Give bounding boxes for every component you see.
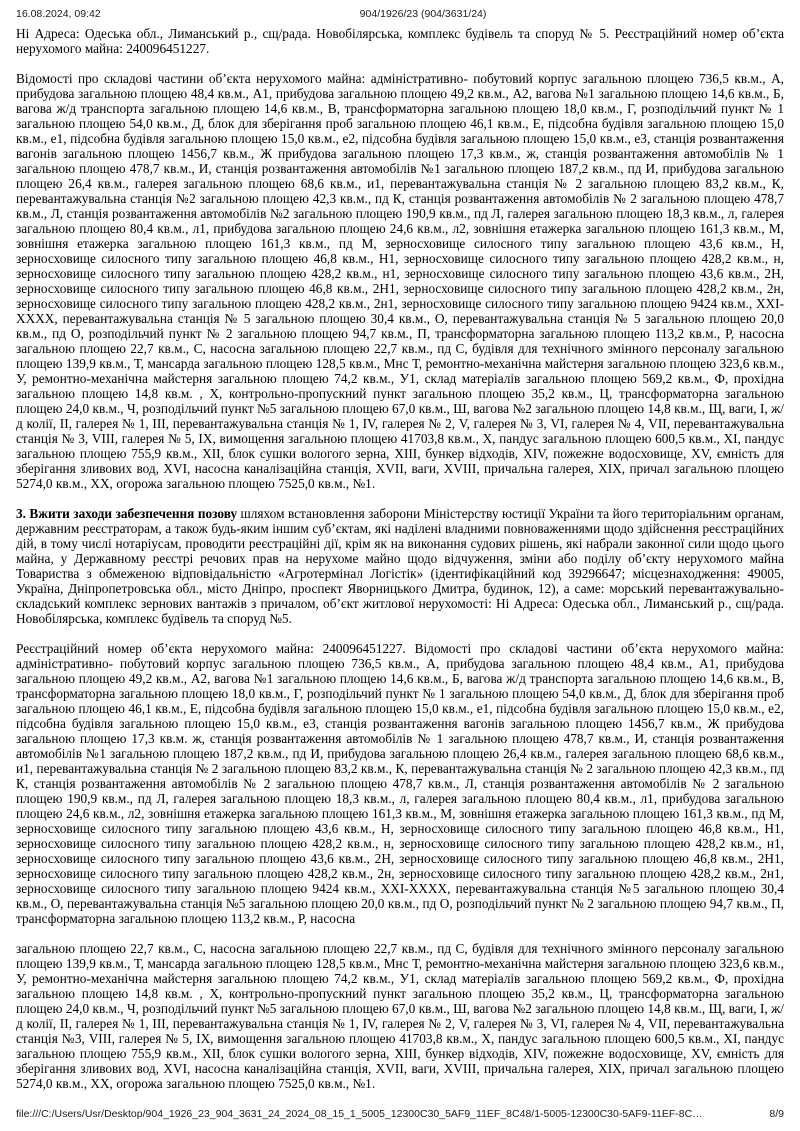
footer-page-number: 8/9 xyxy=(769,1108,784,1120)
print-footer xyxy=(16,1108,784,1122)
paragraph-registration-components: Реєстраційний номер об’єкта нерухомого майна: 240096451227. Відомості про складові частини об’єкта нерухомого майна: адміністративно- побутовий корпус загальною площею 736,5 кв.м., А, прибудова загальною площею 48,4 кв.м., А1, прибудова загальною площею 49,2 кв.м., А2, вагова №1 загальною площею 14,6 кв.м., Б, вагова ж/д транспорта загальною площею 14,6 кв.м., В, трансформаторна загальною площею 18,0 кв.м., Г, розподільчий пункт № 1 загальною площею 54,0 кв.м., Д, блок для зберігання проб загальною площею 46,1 кв.м., Е, підсобна будівля загальною площею 15,0 кв.м., е1, підсобна будівля загальною площею 15,0 кв.м., е2, підсобна будівля загальною площею 15,0 кв.м., е3, станція розвантаження вагонів загальною площею 1456,7 кв.м., Ж прибудова загальною площею 17,3 кв.м. ж, станція розвантаження автомобілів № 1 загальною площею 478,7 кв.м., И, станція розвантаження автомобілів №1 загальною площею 187,2 кв.м., пд И, прибудова загальною площею 26,4 кв.м., галерея загальною площею 68,6 кв.м., и1, перевантажувальна станція № 2 загальною площею 83,2 кв.м., К, перевантажувальна станція № 2 загальною площею 42,3 кв.м., пд К, станція розвантаження автомобілів № 2 загальною площею 478,7 кв.м., Л, станція розвантаження автомобілів № 2 загальною площею 190,9 кв.м., пд Л, галерея загальною площею 18,3 кв.м., л, галерея загальною площею 80,4 кв.м., л1, прибудова загальною площею 24,6 кв.м., л2, зовнішня етажерка загальною площею 161,3 кв.м., М, зовнішня етажерка загальною площею 161,3 кв.м., пд М, зерносховище силосного типу загальною площею 43,6 кв.м., Н, зерносховище силосного типу загальною площею 46,8 кв.м., Н1, зерносховище силосного типу загальною площею 428,2 кв.м., н, зерносховище силосного типу загальною площею 428,2 кв.м., н1, зерносховище силосного типу загальною площею 43,6 кв.м., 2Н, зерносховище силосного типу загальною площею 46,8 кв.м., 2Н1, зерносховище силосного типу загальною площею 428,2 кв.м., 2н, зерносховище силосного типу загальною площею 428,2 кв.м., 2н1, зерносховище силосного типу загальною площею 9424 кв.м., XXI-XXXX, перевантажувальна станція №5 загальною площею 30,4 кв.м., О, перевантажувальна станція №5 загальною площею 20,0 кв.м., пд О, розподільчий пункт № 2 загальною площею 94,7 кв.м., П, трансформаторна загальною площею 113,2 кв.м., Р, насосна xyxy=(16,641,784,926)
paragraph-injunction-bold-lead: 3. Вжити заходи забезпечення позову xyxy=(16,506,238,521)
document-body xyxy=(16,26,784,1106)
print-header xyxy=(16,8,784,22)
paragraph-components-continued: загальною площею 22,7 кв.м., С, насосна загальною площею 22,7 кв.м., пд С, будівля для технічного змінного персоналу загальною площею 139,9 кв.м., Т, мансарда загальною площею 128,5 кв.м., Мнс Т, ремонтно-механічна майстерня загальною площею 323,6 кв.м., У, ремонтно-механічна майстерня загальною площею 74,2 кв.м., У1, склад матеріалів загальною площею 569,2 кв.м., Ф, прохідна загальною площею 14,8 кв.м. , Х, контрольно-пропускний пункт загальною площею 35,2 кв.м., Ц, трансформаторна загальною площею 24,0 кв.м., Ч, розподільчий пункт №5 загальною площею 67,0 кв.м., Ш, вагова №2 загальною площею 14,8 кв.м., Щ, ваги, І, ж/д колії, ІІ, галерея № 1, ІІІ, перевантажувальна станція № 1, IV, галерея № 2, V, галерея № 3, VI, галерея № 4, VII, перевантажувальна станція №3, VIII, галерея № 5, ІХ, вимощення загальною площею 41703,8 кв.м., Х, пандус загальною площею 600,5 кв.м., ХІ, пандус загальною площею 755,9 кв.м., ХІІ, блок сушки вологого зерна, ХІІІ, бункер відходів, XIV, пожежне водосховище, XV, ємність для зберігання зливових вод, XVI, насосна каналізаційна станція, XVII, ваги, XVIII, причальна галерея, ХІХ, причал загальною площею 5274,0 кв.м., ХХ, огорожа загальною площею 7525,0 кв.м., №1. xyxy=(16,941,784,1091)
paragraph-property-components: Відомості про складові частини об’єкта нерухомого майна: адміністративно- побутовий корпус загальною площею 736,5 кв.м., А, прибудова загальною площею 48,4 кв.м., А1, прибудова загальною площею 49,2 кв.м., А2, вагова №1 загальною площею 14,6 кв.м., Б, вагова ж/д транспорта загальною площею 14,6 кв.м., В, трансформаторна загальною площею 18,0 кв.м., Г, розподільчий пункт № 1 загальною площею 54,0 кв.м., Д, блок для зберігання проб загальною площею 46,1 кв.м., Е, підсобна будівля загальною площею 15,0 кв.м., е1, підсобна будівля загальною площею 15,0 кв.м., е2, підсобна будівля загальною площею 15,0 кв.м., е3, станція розвантаження вагонів загальною площею 1456,7 кв.м., Ж прибудова загальною площею 17,3 кв.м., ж, станція розвантаження автомобілів № 1 загальною площею 478,7 кв.м., И, станція розвантаження автомобілів №1 загальною площею 187,2 кв.м., пд И, прибудова загальною площею 26,4 кв.м., галерея загальною площею 68,6 кв.м., и1, перевантажувальна станція № 2 загальною площею 83,2 кв.м., К, перевантажувальна станція №2 загальною площею 42,3 кв.м., пд К, станція розвантаження автомобілів № 2 загальною площею 478,7 кв.м., Л, станція розвантаження автомобілів №2 загальною площею 190,9 кв.м., пд Л, галерея загальною площею 18,3 кв.м., л, галерея загальною площею 80,4 кв.м., л1, прибудова загальною площею 24,6 кв.м., л2, зовнішня етажерка загальною площею 161,3 кв.м., М, зовнішня етажерка загальною площею 161,3 кв.м., пд М, зерносховище силосного типу загальною площею 43,6 кв.м., Н, зерносховище силосного типу загальною площею 46,8 кв.м., Н1, зерносховище силосного типу загальною площею 428,2 кв.м., н, зерносховище силосного типу загальною площею 428,2 кв.м., н1, зерносховище силосного типу загальною площею 43,6 кв.м., 2Н, зерносховище силосного типу загальною площею 46,8 кв.м., 2Н1, зерносховище силосного типу загальною площею 428,2 кв.м., 2н, зерносховище силосного типу загальною площею 428,2 кв.м., 2н1, зерносховище силосного типу загальною площею 9424 кв.м., XXI-XXXX, перевантажувальна станція № 5 загальною площею 30,4 кв.м., О, перевантажувальна станція № 5 загальною площею 20,0 кв.м., пд О, розподільчий пункт № 2 загальною площею 94,7 кв.м., П, трансформаторна загальною площею 113,2 кв.м., Р, насосна загальною площею 22,7 кв.м., С, насосна загальною площею 22,7 кв.м., пд С, будівля для технічного змінного персоналу загальною площею 139,9 кв.м., Т, мансарда загальною площею 128,5 кв.м., Мнс Т, ремонтно-механічна майстерня загальною площею 323,6 кв.м., У, ремонтно-механічна майстерня загальною площею 74,2 кв.м., У1, склад матеріалів загальною площею 569,2 кв.м., Ф, прохідна загальною площею 14,8 кв.м. , Х, контрольно-пропускний пункт загальною площею 35,2 кв.м., Ц, трансформаторна загальною площею 24,0 кв.м., Ч, розподільчий пункт №5 загальною площею 67,0 кв.м., Ш, вагова №2 загальною площею 14,8 кв.м., Щ, ваги, І, ж/д колії, ІІ, галерея № 1, ІІІ, перевантажувальна станція № 1, IV, галерея № 2, V, галерея № 3, VI, галерея № 4, VII, перевантажувальна станція № 3, VIII, галерея № 5, ІХ, вимощення загальною площею 41703,8 кв.м., Х, пандус загальною площею 600,5 кв.м., ХІ, пандус загальною площею 755,9 кв.м., ХІІ, блок сушки вологого зерна, ХІІІ, бункер відходів, XIV, пожежне водосховище, XV, ємність для зберігання зливових вод, XVI, насосна каналізаційна станція, XVII, ваги, XVIII, причальна галерея, ХІХ, причал загальною площею 5274,0 кв.м., ХХ, огорожа загальною площею 7525,0 кв.м., №1. xyxy=(16,71,784,491)
footer-file-url: file:///C:/Users/Usr/Desktop/904_1926_23_904_3631_24_2024_08_15_1_5005_12300C30_5AF9_11EF_8C48/1-5005-12300C30-5AF9-11EF-8C… xyxy=(16,1108,703,1120)
print-datetime: 16.08.2024, 09:42 xyxy=(16,8,101,20)
case-number: 904/1926/23 (904/3631/24) xyxy=(359,8,487,20)
paragraph-address: Ні Адреса: Одеська обл., Лиманський р., сщ/рада. Новобілярська, комплекс будівель та споруд № 5. Реєстраційний номер об’єкта нерухомого майна: 240096451227. xyxy=(16,26,784,56)
paragraph-injunction-text: шляхом встановлення заборони Міністерству юстиції України та його територіальним органам, державним реєстраторам, а також будь-яким іншим суб’єктам, які наділені владними повноваженнями щодо здійснення реєстраційних дій, в тому числі нотаріусам, проводити реєстраційні дії, крім як на виконання судових рішень, які набрали законної сили щодо цього майна, у Державному реєстрі речових прав на нерухоме майно щодо відчуження, зміни або поділу об’єкту нерухомого майна Товариства з обмеженою відповідальністю «Агротермінал Логістік» (ідентифікаційний код 39296647; місцезнаходження: 49005, Україна, Дніпропетровська обл., місто Дніпро, проспект Яворницького Дмитра, будинок, 12), а саме: морський перевантажувально-складський комплекс зернових вантажів з причалом, об’єкт житлової нерухомості: Ні Адреса: Одеська обл., Лиманський р., сщ/рада. Новобілярська, комплекс будівель та споруд №5. xyxy=(16,506,784,626)
paragraph-injunction xyxy=(16,506,784,626)
